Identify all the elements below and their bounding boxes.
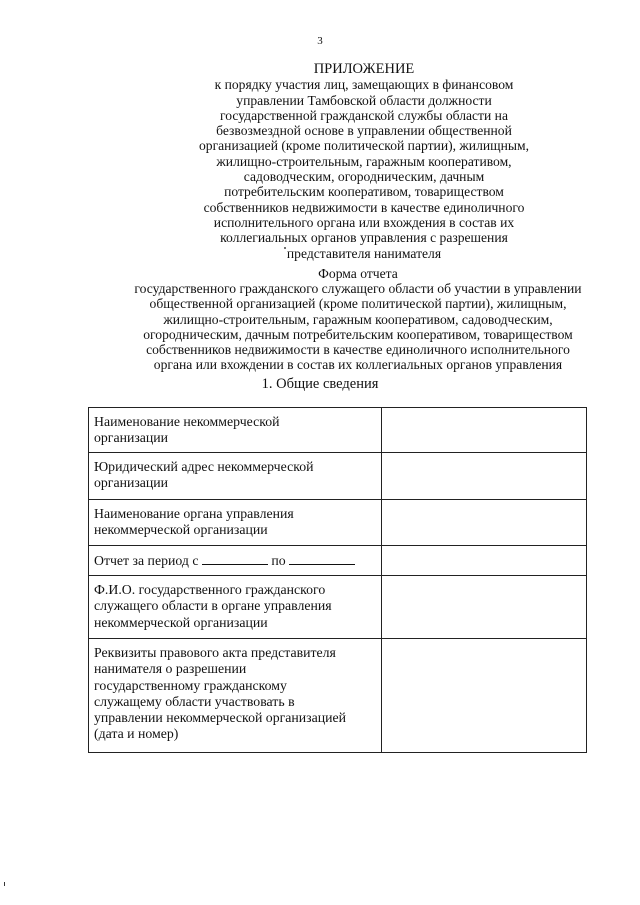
appendix-title: ПРИЛОЖЕНИЕ xyxy=(313,61,415,77)
general-info-table xyxy=(88,407,587,753)
row-label-legal-act: Реквизиты правового акта представителя нанимателя о разрешении государственному гражданскому служащему области участвовать в управлении некоммерческой организацией (дата и номер) xyxy=(89,639,382,753)
row-label-report-period: Отчет за период с по xyxy=(89,546,382,576)
scan-dot xyxy=(284,247,286,249)
form-heading-line: собственников недвижимости в качестве единоличного исполнительного xyxy=(146,342,570,358)
row-value-employee-name[interactable] xyxy=(382,576,587,639)
scan-edge-mark xyxy=(4,882,5,886)
appendix-line: коллегиальных органов управления с разрешения xyxy=(220,230,508,246)
row-value-report-period[interactable] xyxy=(382,546,587,576)
row-value-governing-body[interactable] xyxy=(382,500,587,546)
row-value-legal-act[interactable] xyxy=(382,639,587,753)
appendix-line: потребительским кооперативом, товариществом xyxy=(224,184,504,200)
appendix-line: организацией (кроме политической партии), жилищным, xyxy=(198,138,530,154)
appendix-line: исполнительного органа или вхождения в состав их xyxy=(213,214,515,230)
appendix-line: представителя нанимателя xyxy=(286,245,442,261)
table-row xyxy=(89,500,587,546)
appendix-block xyxy=(196,62,532,261)
form-heading-line: жилищно-строительным, гаражным кооперативом, садоводческим, xyxy=(163,311,553,327)
appendix-line: управлении Тамбовской области должности xyxy=(236,92,492,108)
form-heading-line: органа или вхождении в состав их коллегиальных органов управления xyxy=(153,357,563,373)
page-number: 3 xyxy=(317,35,323,47)
row-value-org-name[interactable] xyxy=(382,408,587,453)
appendix-line: к порядку участия лиц, замещающих в финансовом xyxy=(214,77,514,93)
row-label-legal-address: Юридический адрес некоммерческой организации xyxy=(89,453,382,500)
row-label-governing-body: Наименование органа управления некоммерческой организации xyxy=(89,500,382,546)
period-from-blank[interactable] xyxy=(202,552,268,565)
table-row xyxy=(89,546,587,576)
form-heading-line: общественной организацией (кроме политической партии), жилищным, xyxy=(149,296,567,312)
table-row xyxy=(89,453,587,500)
appendix-line: безвозмездной основе в управлении общественной xyxy=(216,123,512,139)
table-row xyxy=(89,576,587,639)
row-label-org-name: Наименование некоммерческой организации xyxy=(89,408,382,453)
appendix-line: государственной гражданской службы области на xyxy=(220,107,508,123)
section-title: 1. Общие сведения xyxy=(261,376,379,392)
row-value-legal-address[interactable] xyxy=(382,453,587,500)
form-heading-title: Форма отчета xyxy=(318,266,398,281)
row-label-employee-name: Ф.И.О. государственного гражданского служащего области в органе управления некоммерческой организации xyxy=(89,576,382,639)
table-row xyxy=(89,408,587,453)
table-row xyxy=(89,639,587,753)
form-heading-line: огородническим, дачным потребительским кооперативом, товариществом xyxy=(143,326,573,342)
appendix-line: жилищно-строительным, гаражным кооперативом, xyxy=(216,153,512,169)
appendix-line: садоводческим, огородническим, дачным xyxy=(243,169,485,185)
appendix-line: собственников недвижимости в качестве единоличного xyxy=(203,199,525,215)
form-heading-line: государственного гражданского служащего области об участии в управлении xyxy=(134,281,582,297)
period-to-blank[interactable] xyxy=(289,552,355,565)
form-heading xyxy=(78,266,638,372)
